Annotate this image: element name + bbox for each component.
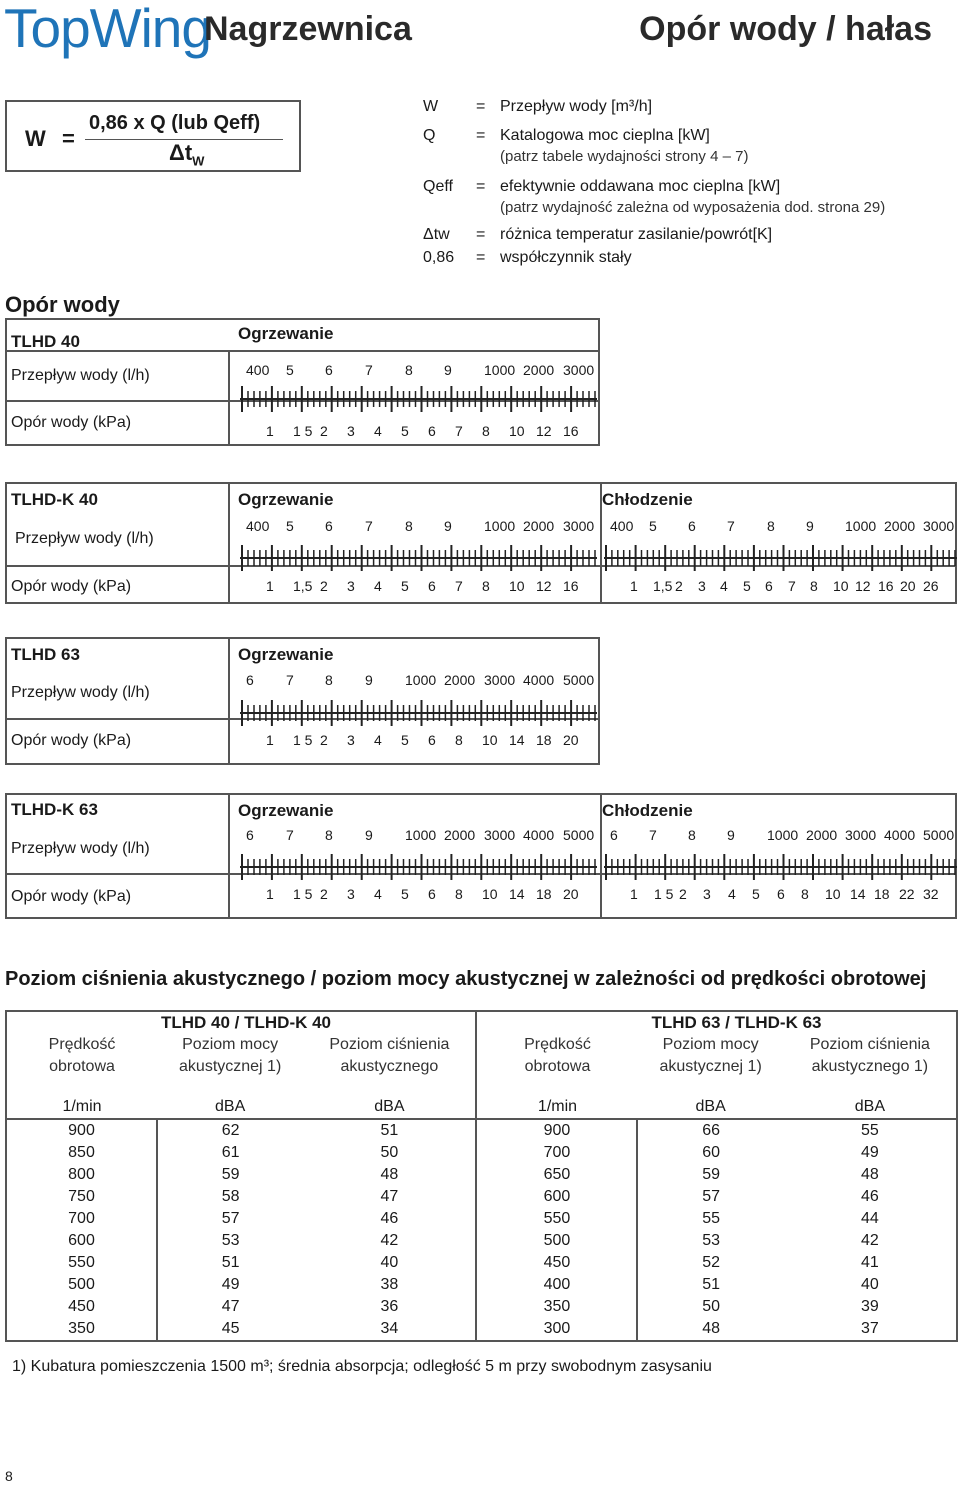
table-cell: 500 xyxy=(6,1274,157,1296)
flow-tick-label: 1000 xyxy=(405,827,437,843)
table-cell xyxy=(157,1078,303,1096)
column-header: Poziom ciśnienia xyxy=(303,1034,476,1056)
flow-tick-label: 4000 xyxy=(523,827,555,843)
table-cell xyxy=(784,1078,957,1096)
table-cell: 55 xyxy=(784,1119,957,1142)
scale-divider xyxy=(600,482,602,604)
table-header-row xyxy=(6,1034,957,1056)
kpa-tick-label: 3 xyxy=(698,578,706,594)
column-header: Prędkość xyxy=(6,1034,157,1056)
column-header: akustycznej 1) xyxy=(179,1058,282,1075)
table-cell: 40 xyxy=(303,1252,476,1274)
table-cell: 500 xyxy=(476,1230,637,1252)
kpa-tick-label: 1 xyxy=(266,732,274,748)
legend-symbol: Δtw xyxy=(423,226,450,243)
flow-tick-label: 400 xyxy=(246,362,270,378)
kpa-tick-label: 14 xyxy=(509,886,525,902)
kpa-tick-label: 10 xyxy=(482,732,498,748)
table-cell: 550 xyxy=(476,1208,637,1230)
panel-model-name: TLHD 63 xyxy=(11,645,80,664)
kpa-tick-label: 2 xyxy=(320,423,328,439)
table-cell: 700 xyxy=(476,1142,637,1164)
scale-divider xyxy=(600,793,602,919)
legend-text: Katalogowa moc cieplna [kW] xyxy=(500,127,710,144)
kpa-tick-label: 22 xyxy=(899,886,915,902)
legend-text: współczynnik stały xyxy=(500,249,632,266)
kpa-tick-label: 20 xyxy=(563,886,579,902)
table-row xyxy=(6,1119,957,1142)
unit-cell: dBA xyxy=(637,1096,783,1119)
table-cell: 45 xyxy=(157,1318,303,1341)
table-cell xyxy=(476,1078,637,1096)
table-cell xyxy=(6,1011,157,1034)
scale-mode-label: Chłodzenie xyxy=(602,490,693,509)
kpa-tick-label: 14 xyxy=(509,732,525,748)
flow-tick-label: 2000 xyxy=(884,518,916,534)
kpa-tick-label: 5 xyxy=(401,423,409,439)
kpa-tick-label: 18 xyxy=(536,886,552,902)
table-cell: 41 xyxy=(784,1252,957,1274)
scale-ruler xyxy=(240,696,597,730)
unit-cell: dBA xyxy=(784,1096,957,1119)
table-group-header: TLHD 63 / TLHD-K 63 xyxy=(637,1011,957,1034)
table-cell: 800 xyxy=(6,1164,157,1186)
flow-tick-label: 8 xyxy=(405,362,413,378)
table-cell: 50 xyxy=(303,1142,476,1164)
table-cell: 42 xyxy=(784,1230,957,1252)
kpa-tick-label: 5 xyxy=(401,886,409,902)
legend-eq: = xyxy=(476,226,486,243)
flow-tick-label: 1000 xyxy=(405,672,437,688)
scale-ruler xyxy=(240,382,597,416)
flow-tick-label: 6 xyxy=(246,672,254,688)
table-row xyxy=(6,1208,957,1230)
table-cell: 40 xyxy=(784,1274,957,1296)
column-header: obrotowa xyxy=(6,1056,157,1078)
flow-tick-label: 7 xyxy=(649,827,657,843)
kpa-tick-label: 2 xyxy=(679,886,687,902)
table-cell: 53 xyxy=(221,1232,240,1249)
kpa-tick-label: 14 xyxy=(850,886,866,902)
legend-subtext: (patrz tabele wydajności strony 4 – 7) xyxy=(500,148,749,165)
flow-tick-label: 3000 xyxy=(563,362,595,378)
kpa-tick-label: 16 xyxy=(878,578,894,594)
kpa-tick-label: 1 5 xyxy=(654,886,674,902)
flow-tick-label: 8 xyxy=(688,827,696,843)
unit-cell: 1/min xyxy=(476,1096,637,1119)
table-cell: 550 xyxy=(6,1252,157,1274)
legend-symbol: 0,86 xyxy=(423,249,455,266)
kpa-tick-label: 3 xyxy=(347,578,355,594)
scale-ruler xyxy=(604,850,957,884)
kpa-tick-label: 3 xyxy=(347,423,355,439)
flow-tick-label: 2000 xyxy=(806,827,838,843)
kpa-tick-label: 1 xyxy=(630,886,638,902)
table-row xyxy=(6,1230,957,1252)
kpa-tick-label: 12 xyxy=(536,423,552,439)
resistance-label: Opór wody (kPa) xyxy=(11,888,132,905)
kpa-tick-label: 12 xyxy=(855,578,871,594)
kpa-tick-label: 1 xyxy=(630,578,638,594)
kpa-tick-label: 8 xyxy=(810,578,818,594)
table-cell: 450 xyxy=(476,1252,637,1274)
kpa-tick-label: 1,5 xyxy=(653,578,673,594)
unit-cell: dBA xyxy=(157,1096,303,1119)
kpa-tick-label: 6 xyxy=(428,886,436,902)
kpa-tick-label: 8 xyxy=(801,886,809,902)
kpa-tick-label: 8 xyxy=(482,423,490,439)
kpa-tick-label: 32 xyxy=(923,886,939,902)
flow-tick-label: 3000 xyxy=(484,827,516,843)
flow-tick-label: 2000 xyxy=(523,518,555,534)
table-spacer-row xyxy=(6,1078,957,1096)
flow-tick-label: 6 xyxy=(325,362,333,378)
flow-tick-label: 9 xyxy=(365,827,373,843)
column-header: akustycznego 1) xyxy=(784,1056,957,1078)
table-cell: 900 xyxy=(6,1119,157,1142)
kpa-tick-label: 3 xyxy=(703,886,711,902)
kpa-tick-label: 7 xyxy=(455,423,463,439)
kpa-tick-label: 1 xyxy=(266,578,274,594)
table-row xyxy=(6,1142,957,1164)
kpa-tick-label: 5 xyxy=(401,732,409,748)
table-cell: 38 xyxy=(303,1274,476,1296)
kpa-tick-label: 4 xyxy=(374,423,382,439)
legend-symbol: Qeff xyxy=(423,178,453,195)
table-cell: 51 xyxy=(702,1276,721,1293)
flow-tick-label: 9 xyxy=(806,518,814,534)
table-cell: 36 xyxy=(303,1296,476,1318)
scale-ruler xyxy=(604,541,957,575)
legend-text: Przepływ wody [m³/h] xyxy=(500,98,653,115)
flow-tick-label: 6 xyxy=(688,518,696,534)
table-cell xyxy=(637,1078,783,1096)
flow-tick-label: 9 xyxy=(727,827,735,843)
kpa-tick-label: 7 xyxy=(455,578,463,594)
flow-tick-label: 2000 xyxy=(444,672,476,688)
flow-tick-label: 400 xyxy=(610,518,634,534)
resistance-label: Opór wody (kPa) xyxy=(11,732,132,749)
table-cell: 900 xyxy=(476,1119,637,1142)
table-cell: 450 xyxy=(6,1296,157,1318)
scale-ruler xyxy=(240,850,597,884)
flow-tick-label: 3000 xyxy=(923,518,955,534)
kpa-tick-label: 2 xyxy=(320,578,328,594)
table-cell: 61 xyxy=(221,1144,240,1161)
scale-ruler xyxy=(240,541,597,575)
legend-text: efektywnie oddawana moc cieplna [kW] xyxy=(500,178,781,195)
flow-tick-label: 7 xyxy=(365,518,373,534)
flow-tick-label: 9 xyxy=(365,672,373,688)
legend-eq: = xyxy=(476,127,486,144)
flow-tick-label: 7 xyxy=(365,362,373,378)
kpa-tick-label: 10 xyxy=(833,578,849,594)
kpa-tick-label: 4 xyxy=(374,578,382,594)
legend-eq: = xyxy=(476,178,486,195)
flow-label: Przepływ wody (l/h) xyxy=(15,530,154,547)
table-cell: 600 xyxy=(6,1230,157,1252)
column-header: akustycznego xyxy=(303,1056,476,1078)
flow-tick-label: 2000 xyxy=(523,362,555,378)
flow-tick-label: 7 xyxy=(286,672,294,688)
legend-subtext: (patrz wydajność zależna od wyposażenia dod. strona 29) xyxy=(500,199,886,216)
kpa-tick-label: 18 xyxy=(874,886,890,902)
table-cell xyxy=(476,1011,637,1034)
sound-section-title: Poziom ciśnienia akustycznego / poziom mocy akustycznej w zależności od prędkości obrotowej xyxy=(5,968,927,990)
column-header: Poziom ciśnienia xyxy=(784,1034,957,1056)
flow-label: Przepływ wody (l/h) xyxy=(11,840,150,857)
kpa-tick-label: 1 5 xyxy=(293,732,313,748)
legend-eq: = xyxy=(476,249,486,266)
panel-model-name: TLHD-K 63 xyxy=(11,800,98,819)
flow-tick-label: 1000 xyxy=(767,827,799,843)
table-cell: 400 xyxy=(476,1274,637,1296)
scale-mode-label: Ogrzewanie xyxy=(238,801,334,820)
formula-denominator-text: Δt xyxy=(169,140,193,165)
flow-tick-label: 9 xyxy=(444,518,452,534)
formula-eq: = xyxy=(62,126,75,151)
resistance-label: Opór wody (kPa) xyxy=(11,414,132,431)
table-group-header: TLHD 40 / TLHD-K 40 xyxy=(157,1011,476,1034)
kpa-tick-label: 8 xyxy=(482,578,490,594)
table-cell: 66 xyxy=(702,1122,721,1139)
table-cell: 350 xyxy=(476,1296,637,1318)
table-cell: 46 xyxy=(784,1186,957,1208)
flow-tick-label: 7 xyxy=(727,518,735,534)
table-cell: 55 xyxy=(702,1210,721,1227)
kpa-tick-label: 16 xyxy=(563,578,579,594)
kpa-tick-label: 1,5 xyxy=(293,578,313,594)
table-cell: 48 xyxy=(637,1318,783,1341)
legend-symbol: W xyxy=(423,98,439,115)
table-cell: 49 xyxy=(221,1276,240,1293)
table-cell: 57 xyxy=(702,1188,721,1205)
table-units-row xyxy=(6,1096,957,1119)
table-row xyxy=(6,1296,957,1318)
table-cell: 700 xyxy=(6,1208,157,1230)
table-cell: 51 xyxy=(303,1119,476,1142)
table-row xyxy=(6,1164,957,1186)
flow-tick-label: 3000 xyxy=(563,518,595,534)
table-cell: 51 xyxy=(221,1254,240,1271)
kpa-tick-label: 3 xyxy=(347,732,355,748)
table-row xyxy=(6,1318,957,1341)
scale-mode-label: Chłodzenie xyxy=(602,801,693,820)
kpa-tick-label: 16 xyxy=(563,423,579,439)
kpa-tick-label: 6 xyxy=(765,578,773,594)
column-header: Prędkość xyxy=(476,1034,637,1056)
flow-tick-label: 5000 xyxy=(923,827,955,843)
kpa-tick-label: 7 xyxy=(788,578,796,594)
kpa-tick-label: 6 xyxy=(428,423,436,439)
kpa-tick-label: 4 xyxy=(374,886,382,902)
table-cell: 300 xyxy=(476,1318,637,1341)
flow-tick-label: 1000 xyxy=(845,518,877,534)
flow-tick-label: 7 xyxy=(286,827,294,843)
unit-cell: 1/min xyxy=(6,1096,157,1119)
resistance-label: Opór wody (kPa) xyxy=(11,578,132,595)
flow-tick-label: 9 xyxy=(444,362,452,378)
kpa-tick-label: 6 xyxy=(777,886,785,902)
legend-text: różnica temperatur zasilanie/powrót[K] xyxy=(500,226,773,243)
table-cell: 47 xyxy=(221,1298,240,1315)
table-cell: 58 xyxy=(221,1188,240,1205)
kpa-tick-label: 10 xyxy=(482,886,498,902)
table-cell: 52 xyxy=(702,1254,721,1271)
table-cell: 750 xyxy=(6,1186,157,1208)
panel-model-name: TLHD 40 xyxy=(11,332,80,351)
table-header-row xyxy=(6,1056,957,1078)
kpa-tick-label: 20 xyxy=(563,732,579,748)
panel-model-name: TLHD-K 40 xyxy=(11,490,98,509)
flow-tick-label: 4000 xyxy=(523,672,555,688)
page-title: Opór wody / hałas xyxy=(639,10,932,48)
table-cell: 59 xyxy=(221,1166,240,1183)
scale-mode-label: Ogrzewanie xyxy=(238,645,334,664)
table-cell: 53 xyxy=(702,1232,721,1249)
panel-row-divider xyxy=(5,350,600,352)
flow-tick-label: 4000 xyxy=(884,827,916,843)
table-cell: 350 xyxy=(6,1318,157,1341)
legend-eq: = xyxy=(476,98,486,115)
table-cell: 46 xyxy=(303,1208,476,1230)
scale-mode-label: Ogrzewanie xyxy=(238,324,334,343)
kpa-tick-label: 5 xyxy=(401,578,409,594)
column-header: obrotowa xyxy=(476,1056,637,1078)
table-cell: 44 xyxy=(784,1208,957,1230)
flow-tick-label: 3000 xyxy=(845,827,877,843)
table-cell: 37 xyxy=(784,1318,957,1341)
kpa-tick-label: 26 xyxy=(923,578,939,594)
table-cell xyxy=(303,1078,476,1096)
flow-tick-label: 3000 xyxy=(484,672,516,688)
table-cell: 39 xyxy=(784,1296,957,1318)
kpa-tick-label: 6 xyxy=(428,578,436,594)
flow-tick-label: 5 xyxy=(286,362,294,378)
flow-tick-label: 6 xyxy=(246,827,254,843)
legend-symbol: Q xyxy=(423,127,436,144)
kpa-tick-label: 20 xyxy=(900,578,916,594)
scale-mode-label: Ogrzewanie xyxy=(238,490,334,509)
kpa-tick-label: 6 xyxy=(428,732,436,748)
kpa-tick-label: 4 xyxy=(374,732,382,748)
kpa-tick-label: 4 xyxy=(728,886,736,902)
column-header: Poziom mocy xyxy=(662,1036,759,1053)
brand-logo: TopWing xyxy=(4,0,211,59)
unit-cell: dBA xyxy=(303,1096,476,1119)
table-cell xyxy=(6,1078,157,1096)
table-cell: 50 xyxy=(702,1298,721,1315)
kpa-tick-label: 18 xyxy=(536,732,552,748)
kpa-tick-label: 5 xyxy=(752,886,760,902)
formula-numerator: 0,86 x Q (lub Qeff) xyxy=(89,112,261,134)
formula-denominator xyxy=(169,140,204,168)
formula-box xyxy=(5,100,301,172)
table-row xyxy=(6,1252,957,1274)
flow-tick-label: 400 xyxy=(246,518,270,534)
flow-tick-label: 5 xyxy=(286,518,294,534)
kpa-tick-label: 12 xyxy=(536,578,552,594)
table-cell: 59 xyxy=(702,1166,721,1183)
sound-table xyxy=(5,1010,958,1342)
kpa-tick-label: 10 xyxy=(825,886,841,902)
footnote: 1) Kubatura pomieszczenia 1500 m³; średnia absorpcja; odległość 5 m przy swobodnym zasysaniu xyxy=(12,1358,712,1375)
flow-tick-label: 8 xyxy=(405,518,413,534)
flow-tick-label: 5 xyxy=(649,518,657,534)
column-header: akustycznej 1) xyxy=(659,1058,762,1075)
kpa-tick-label: 10 xyxy=(509,578,525,594)
kpa-tick-label: 1 xyxy=(266,886,274,902)
table-row xyxy=(6,1186,957,1208)
table-cell: 48 xyxy=(784,1164,957,1186)
product-subtitle: Nagrzewnica xyxy=(204,10,412,48)
table-cell: 47 xyxy=(303,1186,476,1208)
table-cell: 42 xyxy=(303,1230,476,1252)
flow-tick-label: 8 xyxy=(325,827,333,843)
flow-tick-label: 2000 xyxy=(444,827,476,843)
table-row xyxy=(6,1274,957,1296)
formula-denominator-sub: W xyxy=(192,153,205,169)
kpa-tick-label: 1 5 xyxy=(293,423,313,439)
table-cell: 60 xyxy=(702,1144,721,1161)
kpa-tick-label: 10 xyxy=(509,423,525,439)
kpa-tick-label: 1 5 xyxy=(293,886,313,902)
kpa-tick-label: 4 xyxy=(720,578,728,594)
table-cell: 57 xyxy=(221,1210,240,1227)
formula-lhs: W xyxy=(25,126,46,151)
table-group-row xyxy=(6,1011,957,1034)
flow-label: Przepływ wody (l/h) xyxy=(11,367,150,384)
page-number: 8 xyxy=(5,1468,13,1484)
table-cell: 49 xyxy=(784,1142,957,1164)
table-cell: 62 xyxy=(221,1122,240,1139)
flow-tick-label: 5000 xyxy=(563,672,595,688)
flow-tick-label: 1000 xyxy=(484,362,516,378)
kpa-tick-label: 5 xyxy=(743,578,751,594)
column-header: Poziom mocy xyxy=(182,1036,279,1053)
flow-label: Przepływ wody (l/h) xyxy=(11,684,150,701)
table-cell: 600 xyxy=(476,1186,637,1208)
flow-tick-label: 1000 xyxy=(484,518,516,534)
kpa-tick-label: 1 xyxy=(266,423,274,439)
kpa-tick-label: 3 xyxy=(347,886,355,902)
section-title: Opór wody xyxy=(5,292,120,317)
flow-tick-label: 6 xyxy=(610,827,618,843)
flow-tick-label: 8 xyxy=(767,518,775,534)
kpa-tick-label: 8 xyxy=(455,886,463,902)
flow-tick-label: 6 xyxy=(325,518,333,534)
table-cell: 850 xyxy=(6,1142,157,1164)
kpa-tick-label: 2 xyxy=(320,886,328,902)
table-cell: 650 xyxy=(476,1164,637,1186)
kpa-tick-label: 8 xyxy=(455,732,463,748)
table-cell: 48 xyxy=(303,1164,476,1186)
table-cell: 34 xyxy=(303,1318,476,1341)
kpa-tick-label: 2 xyxy=(320,732,328,748)
flow-tick-label: 5000 xyxy=(563,827,595,843)
kpa-tick-label: 2 xyxy=(675,578,683,594)
flow-tick-label: 8 xyxy=(325,672,333,688)
